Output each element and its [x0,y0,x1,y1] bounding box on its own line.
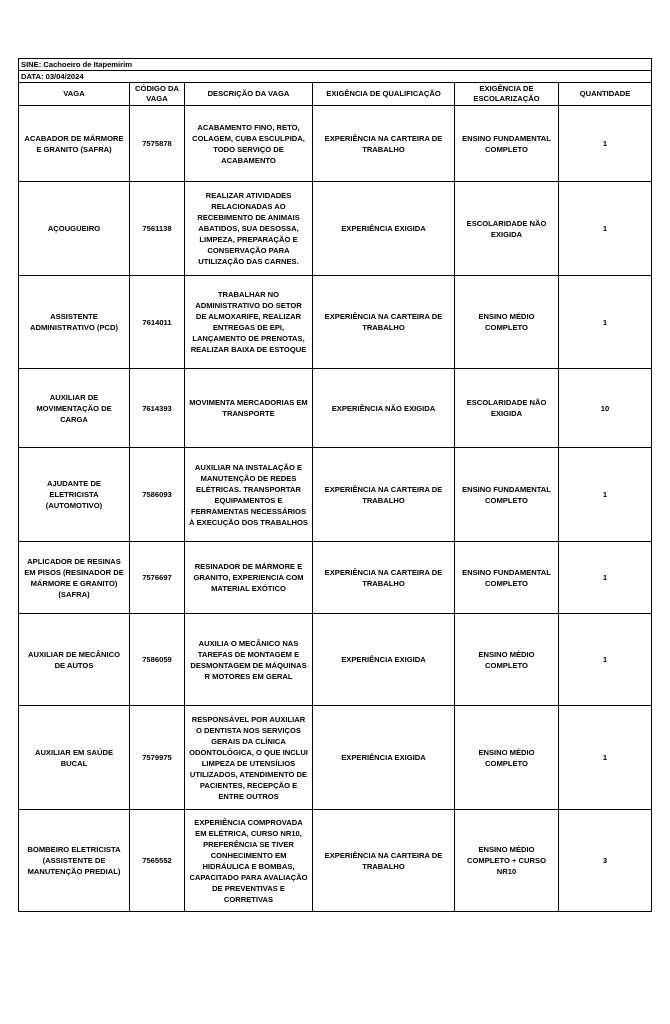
col-header-qualificacao: EXIGÊNCIA DE QUALIFICAÇÃO [313,83,455,106]
cell-descricao: EXPERIÊNCIA COMPROVADA EM ELÉTRICA, CURSO NR10, PREFERÊNCIA SE TIVER CONHECIMENTO EM HIDRÁULICA E BOMBAS, CAPACITADO PARA AVALIAÇÃO DE PREVENTIVAS E CORRETIVAS [185,810,313,912]
table-row [19,276,652,369]
col-header-vaga: VAGA [19,83,130,106]
cell-quantidade: 1 [559,542,652,614]
cell-escolarizacao: ESCOLARIDADE NÃO EXIGIDA [455,369,559,448]
cell-codigo: 7579975 [130,706,185,810]
cell-vaga: ACABADOR DE MÁRMORE E GRANITO (SAFRA) [19,106,130,182]
cell-quantidade: 1 [559,706,652,810]
cell-codigo: 7614393 [130,369,185,448]
cell-codigo: 7586059 [130,614,185,706]
cell-vaga: AÇOUGUEIRO [19,182,130,276]
cell-descricao: REALIZAR ATIVIDADES RELACIONADAS AO RECEBIMENTO DE ANIMAIS ABATIDOS, SUA DESOSSA, LIMPEZA, PREPARAÇÃO E CONSERVAÇÃO PARA UTILIZAÇÃO DAS CARNES. [185,182,313,276]
cell-quantidade: 3 [559,810,652,912]
cell-descricao: RESINADOR DE MÁRMORE E GRANITO, EXPERIENCIA COM MATERIAL EXÓTICO [185,542,313,614]
cell-escolarizacao: ENSINO MÉDIO COMPLETO [455,706,559,810]
cell-escolarizacao: ENSINO MÉDIO COMPLETO + CURSO NR10 [455,810,559,912]
cell-codigo: 7561138 [130,182,185,276]
table-row [19,369,652,448]
cell-qualificacao: EXPERIÊNCIA NA CARTEIRA DE TRABALHO [313,106,455,182]
table-row [19,706,652,810]
cell-descricao: AUXILIAR NA INSTALAÇÃO E MANUTENÇÃO DE REDES ELÉTRICAS. TRANSPORTAR EQUIPAMENTOS E FERRAMENTAS NECESSÁRIOS À EXECUÇÃO DOS TRABALHOS [185,448,313,542]
table-row [19,542,652,614]
cell-qualificacao: EXPERIÊNCIA NA CARTEIRA DE TRABALHO [313,448,455,542]
cell-quantidade: 10 [559,369,652,448]
cell-codigo: 7576697 [130,542,185,614]
cell-vaga: BOMBEIRO ELETRICISTA (ASSISTENTE DE MANUTENÇÃO PREDIAL) [19,810,130,912]
cell-vaga: AUXILIAR EM SAÚDE BUCAL [19,706,130,810]
cell-vaga: ASSISTENTE ADMINISTRATIVO (PCD) [19,276,130,369]
cell-qualificacao: EXPERIÊNCIA NA CARTEIRA DE TRABALHO [313,542,455,614]
job-vacancies-table [18,58,652,912]
date-row [19,71,652,83]
cell-descricao: MOVIMENTA MERCADORIAS EM TRANSPORTE [185,369,313,448]
cell-quantidade: 1 [559,182,652,276]
col-header-descricao: DESCRIÇÃO DA VAGA [185,83,313,106]
cell-qualificacao: EXPERIÊNCIA NÃO EXIGIDA [313,369,455,448]
cell-quantidade: 1 [559,276,652,369]
cell-qualificacao: EXPERIÊNCIA EXIGIDA [313,614,455,706]
cell-vaga: AJUDANTE DE ELETRICISTA (AUTOMOTIVO) [19,448,130,542]
cell-qualificacao: EXPERIÊNCIA NA CARTEIRA DE TRABALHO [313,276,455,369]
cell-vaga: AUXILIAR DE MECÂNICO DE AUTOS [19,614,130,706]
table-row [19,614,652,706]
cell-escolarizacao: ENSINO FUNDAMENTAL COMPLETO [455,106,559,182]
cell-escolarizacao: ENSINO MÉDIO COMPLETO [455,276,559,369]
cell-descricao: ACABAMENTO FINO, RETO, COLAGEM, CUBA ESCULPIDA, TODO SERVIÇO DE ACABAMENTO [185,106,313,182]
cell-codigo: 7565552 [130,810,185,912]
sine-label: SINE: Cachoeiro de Itapemirim [19,59,652,71]
cell-vaga: AUXILIAR DE MOVIMENTAÇÃO DE CARGA [19,369,130,448]
sine-row [19,59,652,71]
col-header-quantidade: QUANTIDADE [559,83,652,106]
cell-escolarizacao: ENSINO MÉDIO COMPLETO [455,614,559,706]
cell-descricao: AUXILIA O MECÂNICO NAS TAREFAS DE MONTAGEM E DESMONTAGEM DE MÁQUINAS R MOTORES EM GERAL [185,614,313,706]
table-row [19,810,652,912]
cell-codigo: 7586093 [130,448,185,542]
cell-quantidade: 1 [559,448,652,542]
cell-quantidade: 1 [559,106,652,182]
cell-quantidade: 1 [559,614,652,706]
cell-qualificacao: EXPERIÊNCIA EXIGIDA [313,182,455,276]
table-row [19,106,652,182]
cell-vaga: APLICADOR DE RESINAS EM PISOS (RESINADOR DE MÁRMORE E GRANITO) (SAFRA) [19,542,130,614]
table-row [19,182,652,276]
col-header-escolarizacao: EXIGÊNCIA DE ESCOLARIZAÇÃO [455,83,559,106]
column-header-row [19,83,652,106]
job-vacancies-sheet [18,58,651,912]
cell-qualificacao: EXPERIÊNCIA NA CARTEIRA DE TRABALHO [313,810,455,912]
cell-codigo: 7614011 [130,276,185,369]
cell-qualificacao: EXPERIÊNCIA EXIGIDA [313,706,455,810]
date-label: DATA: 03/04/2024 [19,71,652,83]
table-row [19,448,652,542]
col-header-codigo: CÓDIGO DA VAGA [130,83,185,106]
cell-codigo: 7575878 [130,106,185,182]
cell-descricao: RESPONSÁVEL POR AUXILIAR O DENTISTA NOS SERVIÇOS GERAIS DA CLÍNICA ODONTOLÓGICA, O QUE INCLUI LIMPEZA DE UTENSÍLIOS UTILIZADOS, ATENDIMENTO DE PACIENTES, RECEPÇÃO E ENTRE OUTROS [185,706,313,810]
cell-descricao: TRABALHAR NO ADMINISTRATIVO DO SETOR DE ALMOXARIFE, REALIZAR ENTREGAS DE EPI, LANÇAMENTO DE PRENOTAS, REALIZAR BAIXA DE ESTOQUE [185,276,313,369]
cell-escolarizacao: ENSINO FUNDAMENTAL COMPLETO [455,542,559,614]
cell-escolarizacao: ESCOLARIDADE NÃO EXIGIDA [455,182,559,276]
cell-escolarizacao: ENSINO FUNDAMENTAL COMPLETO [455,448,559,542]
